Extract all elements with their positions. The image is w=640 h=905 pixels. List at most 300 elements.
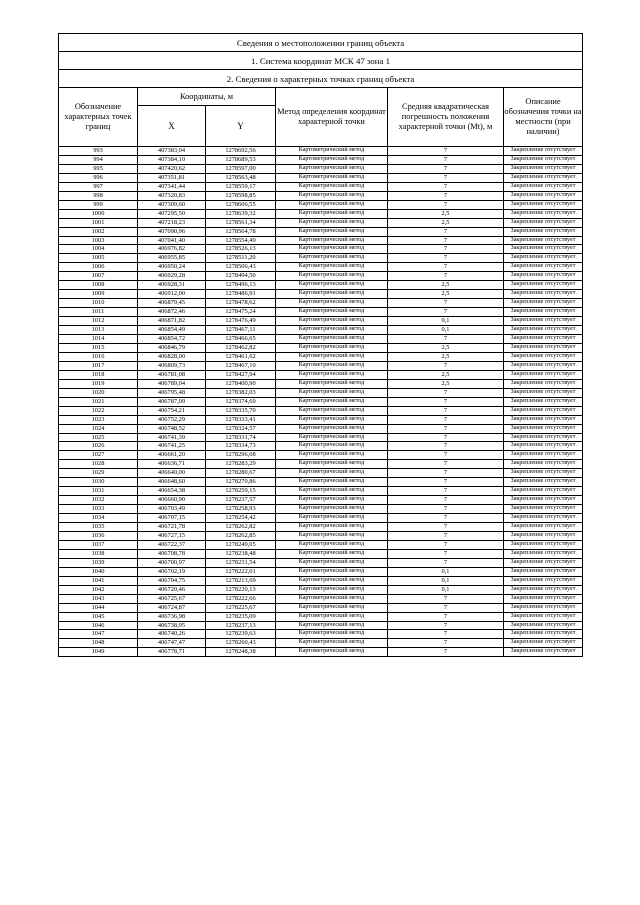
y-cell: 1278475,24 [206, 308, 276, 317]
x-cell: 406789,04 [138, 379, 206, 388]
description-cell: Закрепление отсутствует [504, 478, 583, 487]
table-row [59, 540, 583, 549]
x-cell: 406740,26 [138, 630, 206, 639]
x-cell: 406928,31 [138, 281, 206, 290]
method-cell: Картометрический метод [276, 236, 388, 245]
point-cell: 1012 [59, 317, 138, 326]
x-cell: 407383,04 [138, 147, 206, 156]
accuracy-cell: 7 [388, 648, 504, 657]
method-cell: Картометрический метод [276, 594, 388, 603]
y-cell: 1278213,69 [206, 576, 276, 585]
point-cell: 998 [59, 191, 138, 200]
y-cell: 1278466,65 [206, 335, 276, 344]
x-cell: 406721,78 [138, 523, 206, 532]
point-cell: 1007 [59, 272, 138, 281]
point-cell: 1016 [59, 352, 138, 361]
method-cell: Картометрический метод [276, 335, 388, 344]
accuracy-cell: 0,1 [388, 576, 504, 585]
y-cell: 1278324,57 [206, 424, 276, 433]
accuracy-cell: 2,5 [388, 209, 504, 218]
accuracy-cell: 7 [388, 496, 504, 505]
table-row [59, 335, 583, 344]
point-cell: 1038 [59, 549, 138, 558]
x-cell: 406736,98 [138, 612, 206, 621]
x-cell: 407341,44 [138, 182, 206, 191]
description-cell: Закрепление отсутствует [504, 558, 583, 567]
x-cell: 407295,50 [138, 209, 206, 218]
y-cell: 1278554,49 [206, 236, 276, 245]
method-cell: Картометрический метод [276, 585, 388, 594]
description-cell: Закрепление отсутствует [504, 442, 583, 451]
method-cell: Картометрический метод [276, 263, 388, 272]
point-cell: 1014 [59, 335, 138, 344]
accuracy-cell: 7 [388, 442, 504, 451]
y-cell: 1278235,09 [206, 612, 276, 621]
method-cell: Картометрический метод [276, 209, 388, 218]
table-row [59, 308, 583, 317]
table-row [59, 576, 583, 585]
table-row [59, 612, 583, 621]
table-row [59, 469, 583, 478]
table-row [59, 594, 583, 603]
description-cell: Закрепление отсутствует [504, 209, 583, 218]
accuracy-cell: 7 [388, 335, 504, 344]
description-cell: Закрепление отсутствует [504, 317, 583, 326]
method-cell: Картометрический метод [276, 487, 388, 496]
description-cell: Закрепление отсутствует [504, 245, 583, 254]
y-cell: 1278467,11 [206, 326, 276, 335]
table-row [59, 379, 583, 388]
header-x: X [138, 106, 206, 147]
y-cell: 1278222,01 [206, 567, 276, 576]
accuracy-cell: 7 [388, 200, 504, 209]
method-cell: Картометрический метод [276, 343, 388, 352]
method-cell: Картометрический метод [276, 164, 388, 173]
description-cell: Закрепление отсутствует [504, 594, 583, 603]
x-cell: 406660,90 [138, 496, 206, 505]
point-cell: 1006 [59, 263, 138, 272]
description-cell: Закрепление отсутствует [504, 496, 583, 505]
point-cell: 1020 [59, 388, 138, 397]
method-cell: Картометрический метод [276, 147, 388, 156]
x-cell: 406654,38 [138, 487, 206, 496]
point-cell: 996 [59, 173, 138, 182]
point-cell: 1000 [59, 209, 138, 218]
table-row [59, 433, 583, 442]
x-cell: 406661,20 [138, 451, 206, 460]
method-cell: Картометрический метод [276, 370, 388, 379]
y-cell: 1278254,42 [206, 514, 276, 523]
point-cell: 1024 [59, 424, 138, 433]
point-cell: 1028 [59, 460, 138, 469]
y-cell: 1278220,13 [206, 585, 276, 594]
accuracy-cell: 7 [388, 227, 504, 236]
description-cell: Закрепление отсутствует [504, 290, 583, 299]
x-cell: 406702,19 [138, 567, 206, 576]
point-cell: 1005 [59, 254, 138, 263]
x-cell: 406781,08 [138, 370, 206, 379]
y-cell: 1278462,82 [206, 343, 276, 352]
y-cell: 1278258,93 [206, 505, 276, 514]
description-cell: Закрепление отсутствует [504, 218, 583, 227]
description-cell: Закрепление отсутствует [504, 576, 583, 585]
x-cell: 406955,85 [138, 254, 206, 263]
method-cell: Картометрический метод [276, 442, 388, 451]
y-cell: 1278526,13 [206, 245, 276, 254]
description-cell: Закрепление отсутствует [504, 361, 583, 370]
point-cell: 1039 [59, 558, 138, 567]
description-cell: Закрепление отсутствует [504, 549, 583, 558]
point-cell: 1015 [59, 343, 138, 352]
method-cell: Картометрический метод [276, 155, 388, 164]
accuracy-cell: 7 [388, 549, 504, 558]
description-cell: Закрепление отсутствует [504, 514, 583, 523]
y-cell: 1278400,90 [206, 379, 276, 388]
header-accuracy: Средняя квадратическая погрешность положения характерной точки (Mt), м [388, 88, 504, 147]
x-cell: 407351,81 [138, 173, 206, 182]
point-cell: 993 [59, 147, 138, 156]
x-cell: 406636,71 [138, 460, 206, 469]
accuracy-cell: 7 [388, 164, 504, 173]
accuracy-cell: 7 [388, 594, 504, 603]
table-row [59, 209, 583, 218]
y-cell: 1278231,54 [206, 558, 276, 567]
table-row [59, 603, 583, 612]
accuracy-cell: 7 [388, 173, 504, 182]
x-cell: 406879,45 [138, 299, 206, 308]
method-cell: Картометрический метод [276, 478, 388, 487]
accuracy-cell: 2,5 [388, 290, 504, 299]
x-cell: 406787,09 [138, 397, 206, 406]
method-cell: Картометрический метод [276, 469, 388, 478]
y-cell: 1278259,15 [206, 487, 276, 496]
header-method: Метод определения координат характерной точки [276, 88, 388, 147]
method-cell: Картометрический метод [276, 317, 388, 326]
method-cell: Картометрический метод [276, 272, 388, 281]
method-cell: Картометрический метод [276, 433, 388, 442]
y-cell: 1278467,10 [206, 361, 276, 370]
point-cell: 1049 [59, 648, 138, 657]
header-coordinates: Координаты, м [138, 88, 276, 106]
x-cell: 406846,79 [138, 343, 206, 352]
description-cell: Закрепление отсутствует [504, 343, 583, 352]
method-cell: Картометрический метод [276, 415, 388, 424]
x-cell: 406929,28 [138, 272, 206, 281]
method-cell: Картометрический метод [276, 540, 388, 549]
x-cell: 406747,47 [138, 639, 206, 648]
description-cell: Закрепление отсутствует [504, 612, 583, 621]
description-cell: Закрепление отсутствует [504, 433, 583, 442]
point-cell: 1041 [59, 576, 138, 585]
table-body [59, 147, 583, 657]
description-cell: Закрепление отсутствует [504, 451, 583, 460]
table-row [59, 648, 583, 657]
x-cell: 406722,37 [138, 540, 206, 549]
y-cell: 1278606,55 [206, 200, 276, 209]
point-cell: 1045 [59, 612, 138, 621]
point-cell: 1048 [59, 639, 138, 648]
table-row [59, 585, 583, 594]
table-row [59, 361, 583, 370]
y-cell: 1278559,17 [206, 182, 276, 191]
description-cell: Закрепление отсутствует [504, 281, 583, 290]
method-cell: Картометрический метод [276, 531, 388, 540]
x-cell: 406950,24 [138, 263, 206, 272]
accuracy-cell: 7 [388, 191, 504, 200]
y-cell: 1278598,85 [206, 191, 276, 200]
accuracy-cell: 7 [388, 147, 504, 156]
x-cell: 407320,83 [138, 191, 206, 200]
accuracy-cell: 7 [388, 639, 504, 648]
accuracy-cell: 7 [388, 388, 504, 397]
method-cell: Картометрический метод [276, 549, 388, 558]
document-title: Сведения о местоположении границ объекта [59, 34, 583, 52]
accuracy-cell: 7 [388, 514, 504, 523]
point-cell: 1033 [59, 505, 138, 514]
description-cell: Закрепление отсутствует [504, 200, 583, 209]
accuracy-cell: 7 [388, 308, 504, 317]
table-row [59, 164, 583, 173]
accuracy-cell: 7 [388, 505, 504, 514]
x-cell: 406752,29 [138, 415, 206, 424]
description-cell: Закрепление отсутствует [504, 182, 583, 191]
header-description: Описание обозначения точки на местности (при наличии) [504, 88, 583, 147]
description-cell: Закрепление отсутствует [504, 272, 583, 281]
description-cell: Закрепление отсутствует [504, 469, 583, 478]
x-cell: 407090,96 [138, 227, 206, 236]
x-cell: 406640,00 [138, 469, 206, 478]
description-cell: Закрепление отсутствует [504, 388, 583, 397]
x-cell: 406720,46 [138, 585, 206, 594]
y-cell: 1278331,74 [206, 433, 276, 442]
x-cell: 406648,60 [138, 478, 206, 487]
description-cell: Закрепление отсутствует [504, 263, 583, 272]
table-row [59, 630, 583, 639]
point-cell: 1013 [59, 326, 138, 335]
description-cell: Закрепление отсутствует [504, 308, 583, 317]
description-cell: Закрепление отсутствует [504, 254, 583, 263]
point-cell: 997 [59, 182, 138, 191]
y-cell: 1278237,57 [206, 496, 276, 505]
point-cell: 1046 [59, 621, 138, 630]
coordinate-system: 1. Система координат МСК 47 зона 1 [59, 52, 583, 70]
x-cell: 406854,72 [138, 335, 206, 344]
x-cell: 406741,25 [138, 442, 206, 451]
y-cell: 1278222,66 [206, 594, 276, 603]
x-cell: 406738,95 [138, 621, 206, 630]
point-cell: 1040 [59, 567, 138, 576]
x-cell: 406725,67 [138, 594, 206, 603]
table-row [59, 370, 583, 379]
description-cell: Закрепление отсутствует [504, 603, 583, 612]
method-cell: Картометрический метод [276, 406, 388, 415]
y-cell: 1278333,41 [206, 415, 276, 424]
x-cell: 407041,40 [138, 236, 206, 245]
method-cell: Картометрический метод [276, 227, 388, 236]
point-cell: 1035 [59, 523, 138, 532]
x-cell: 406778,71 [138, 648, 206, 657]
method-cell: Картометрический метод [276, 621, 388, 630]
header-y: Y [206, 106, 276, 147]
method-cell: Картометрический метод [276, 451, 388, 460]
description-cell: Закрепление отсутствует [504, 164, 583, 173]
point-cell: 999 [59, 200, 138, 209]
x-cell: 406707,15 [138, 514, 206, 523]
table-row [59, 317, 583, 326]
table-row [59, 182, 583, 191]
description-cell: Закрепление отсутствует [504, 523, 583, 532]
y-cell: 1278238,48 [206, 549, 276, 558]
method-cell: Картометрический метод [276, 603, 388, 612]
method-cell: Картометрический метод [276, 299, 388, 308]
table-row [59, 147, 583, 156]
point-cell: 1037 [59, 540, 138, 549]
y-cell: 1278270,86 [206, 478, 276, 487]
table-row [59, 424, 583, 433]
accuracy-cell: 7 [388, 182, 504, 191]
point-cell: 1036 [59, 531, 138, 540]
point-cell: 1008 [59, 281, 138, 290]
x-cell: 406754,21 [138, 406, 206, 415]
table-row [59, 388, 583, 397]
method-cell: Картометрический метод [276, 245, 388, 254]
y-cell: 1278478,62 [206, 299, 276, 308]
point-cell: 1047 [59, 630, 138, 639]
boundary-points-table [58, 33, 583, 657]
point-cell: 1010 [59, 299, 138, 308]
y-cell: 1278296,08 [206, 451, 276, 460]
x-cell: 406795,48 [138, 388, 206, 397]
method-cell: Картометрический метод [276, 567, 388, 576]
table-row [59, 352, 583, 361]
method-cell: Картометрический метод [276, 505, 388, 514]
table-row [59, 558, 583, 567]
accuracy-cell: 7 [388, 299, 504, 308]
point-cell: 995 [59, 164, 138, 173]
x-cell: 406871,82 [138, 317, 206, 326]
y-cell: 1278280,67 [206, 469, 276, 478]
accuracy-cell: 7 [388, 469, 504, 478]
table-row [59, 549, 583, 558]
accuracy-cell: 7 [388, 263, 504, 272]
point-cell: 1027 [59, 451, 138, 460]
point-cell: 994 [59, 155, 138, 164]
table-row [59, 245, 583, 254]
y-cell: 1278334,73 [206, 442, 276, 451]
point-cell: 1023 [59, 415, 138, 424]
point-cell: 1029 [59, 469, 138, 478]
table-row [59, 326, 583, 335]
y-cell: 1278239,63 [206, 630, 276, 639]
description-cell: Закрепление отсутствует [504, 639, 583, 648]
method-cell: Картометрический метод [276, 326, 388, 335]
description-cell: Закрепление отсутствует [504, 630, 583, 639]
y-cell: 1278511,20 [206, 254, 276, 263]
y-cell: 1278283,29 [206, 460, 276, 469]
point-cell: 1009 [59, 290, 138, 299]
x-cell: 406708,78 [138, 549, 206, 558]
description-cell: Закрепление отсутствует [504, 540, 583, 549]
method-cell: Картометрический метод [276, 388, 388, 397]
point-cell: 1017 [59, 361, 138, 370]
x-cell: 406703,49 [138, 505, 206, 514]
description-cell: Закрепление отсутствует [504, 424, 583, 433]
y-cell: 1278461,62 [206, 352, 276, 361]
method-cell: Картометрический метод [276, 200, 388, 209]
method-cell: Картометрический метод [276, 639, 388, 648]
table-row [59, 218, 583, 227]
table-row [59, 254, 583, 263]
table-row [59, 487, 583, 496]
y-cell: 1278563,48 [206, 173, 276, 182]
method-cell: Картометрический метод [276, 379, 388, 388]
point-cell: 1032 [59, 496, 138, 505]
point-cell: 1034 [59, 514, 138, 523]
accuracy-cell: 7 [388, 621, 504, 630]
accuracy-cell: 7 [388, 460, 504, 469]
table-row [59, 505, 583, 514]
accuracy-cell: 7 [388, 415, 504, 424]
y-cell: 1278248,38 [206, 648, 276, 657]
y-cell: 1278237,13 [206, 621, 276, 630]
accuracy-cell: 7 [388, 540, 504, 549]
description-cell: Закрепление отсутствует [504, 173, 583, 182]
accuracy-cell: 7 [388, 531, 504, 540]
point-cell: 1026 [59, 442, 138, 451]
method-cell: Картометрический метод [276, 523, 388, 532]
accuracy-cell: 7 [388, 523, 504, 532]
method-cell: Картометрический метод [276, 308, 388, 317]
description-cell: Закрепление отсутствует [504, 648, 583, 657]
y-cell: 1278335,70 [206, 406, 276, 415]
description-cell: Закрепление отсутствует [504, 567, 583, 576]
y-cell: 1278597,00 [206, 164, 276, 173]
accuracy-cell: 7 [388, 451, 504, 460]
table-row [59, 281, 583, 290]
table-row [59, 621, 583, 630]
method-cell: Картометрический метод [276, 460, 388, 469]
x-cell: 406727,15 [138, 531, 206, 540]
accuracy-cell: 7 [388, 487, 504, 496]
table-row [59, 299, 583, 308]
section-title: 2. Сведения о характерных точках границ объекта [59, 70, 583, 88]
table-row [59, 496, 583, 505]
method-cell: Картометрический метод [276, 612, 388, 621]
description-cell: Закрепление отсутствует [504, 379, 583, 388]
method-cell: Картометрический метод [276, 182, 388, 191]
method-cell: Картометрический метод [276, 191, 388, 200]
table-row [59, 272, 583, 281]
x-cell: 406741,39 [138, 433, 206, 442]
description-cell: Закрепление отсутствует [504, 415, 583, 424]
x-cell: 406724,87 [138, 603, 206, 612]
description-cell: Закрепление отсутствует [504, 236, 583, 245]
method-cell: Картометрический метод [276, 630, 388, 639]
x-cell: 406912,00 [138, 290, 206, 299]
table-row [59, 478, 583, 487]
accuracy-cell: 7 [388, 155, 504, 164]
x-cell: 406872,46 [138, 308, 206, 317]
table-row [59, 531, 583, 540]
table-row [59, 397, 583, 406]
method-cell: Картометрический метод [276, 424, 388, 433]
point-cell: 1044 [59, 603, 138, 612]
y-cell: 1278506,43 [206, 263, 276, 272]
accuracy-cell: 2,5 [388, 343, 504, 352]
point-cell: 1004 [59, 245, 138, 254]
accuracy-cell: 0,1 [388, 326, 504, 335]
point-cell: 1025 [59, 433, 138, 442]
